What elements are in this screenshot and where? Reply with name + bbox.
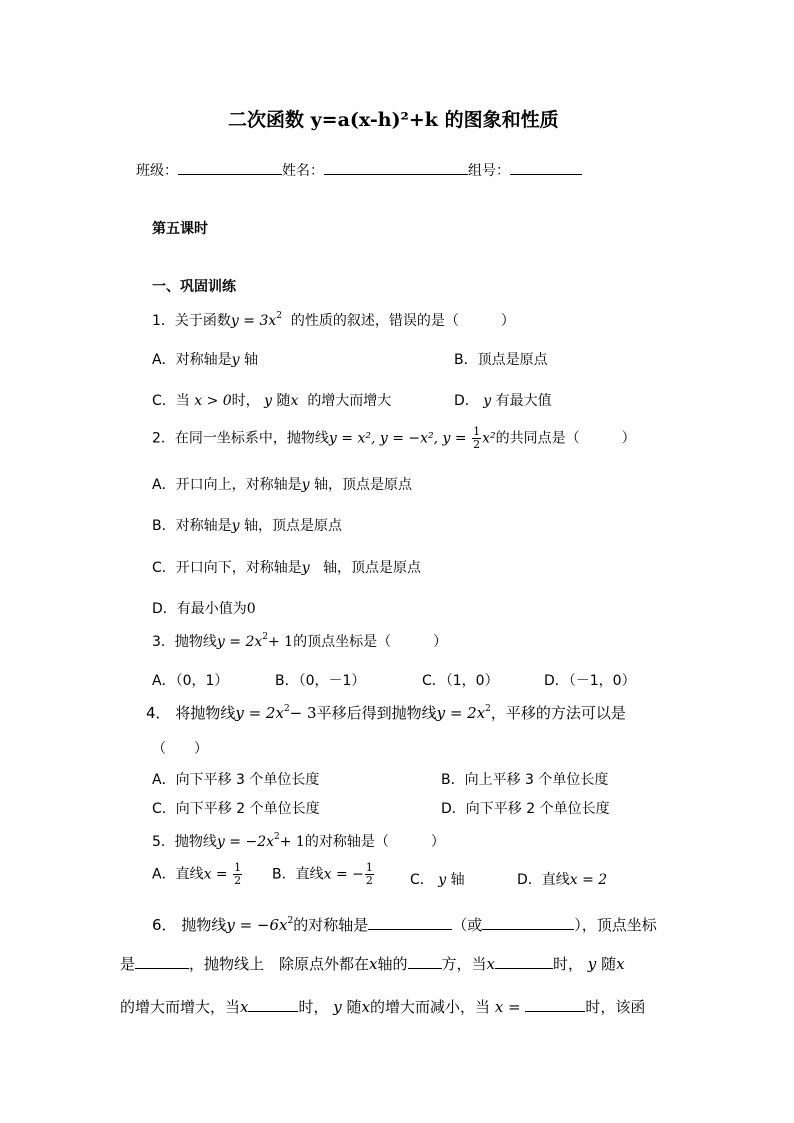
option-label: A． [152,477,176,493]
option-text: 轴 [450,872,465,888]
question-text: 的对称轴是（ ） [304,834,445,850]
q5-option-d[interactable] [517,869,607,889]
exponent: 2 [287,916,294,926]
question-text: 是 [120,955,136,973]
question-1 [152,310,515,330]
q4-option-b[interactable]: B．向上平移 3 个单位长度 [441,772,609,788]
fraction: $\frac{1}{2}$ [473,425,481,451]
answer-blank[interactable] [368,915,452,930]
option-text: 轴，顶点是原点 [323,560,422,576]
option-text: 有最小值为 [176,601,247,617]
formula: y = 2x [436,704,486,722]
formula: x = 2 [569,872,608,888]
q4-option-c[interactable]: C．向下平移 2 个单位长度 [152,801,320,817]
formula: x = [494,998,521,1016]
answer-blank[interactable] [408,954,442,969]
formula: y = −2x [216,834,274,850]
exponent: 2 [262,632,268,642]
group-field[interactable] [510,160,582,175]
answer-blank[interactable] [495,954,553,969]
option-label: B． [454,352,478,368]
class-field[interactable] [178,160,282,175]
section-heading: 一、巩固训练 [152,279,236,295]
option-text: 开口向下，对称轴是 [175,560,302,576]
option-label: A．直线 [152,866,204,883]
q4-option-d[interactable]: D．向下平移 2 个单位长度 [441,801,610,817]
variable: y [483,393,492,409]
question-text: 的性质的叙述，错误的是（ ） [290,313,515,329]
class-label: 班级： [136,163,178,179]
name-label: 姓名： [282,163,324,179]
q1-option-d[interactable] [454,390,552,410]
option-label: B．直线 [272,866,324,883]
question-text: （或 [452,916,483,934]
q2-option-c[interactable] [152,557,421,577]
q3-option-a[interactable]: A．（0，1） [152,673,229,689]
q2-option-a[interactable] [152,474,412,494]
question-text: 抛物线 [174,834,217,850]
exponent: 2 [276,311,282,321]
option-label: C． [152,560,176,576]
question-text: 随 [346,998,362,1016]
option-label: D．直线 [517,872,570,888]
question-text: 的对称轴是 [293,916,369,934]
formula: x² [482,430,496,447]
q2-option-d[interactable] [152,598,256,618]
question-text: 方，当 [441,955,487,973]
option-text: 有最大值 [495,393,552,409]
formula: x = − [323,866,364,883]
question-text: 关于函数 [174,313,231,329]
question-text: 将抛物线 [175,704,236,722]
q5-option-b[interactable] [272,862,375,887]
answer-blank[interactable] [482,915,574,930]
question-number: 4． [146,704,171,722]
question-text: 时， [553,955,584,973]
question-number: 1． [152,313,175,329]
question-number: 5． [152,834,175,850]
variable: x [369,955,378,973]
condition: x > 0 [194,393,232,409]
page-title: 二次函数 y=a(x-h)²+k 的图象和性质 [228,109,559,131]
variable: y [264,393,273,409]
question-text: 的增大而增大，当 [120,998,241,1016]
exponent: 2 [485,704,491,714]
question-text: 抛物线 [181,916,227,934]
question-2 [152,426,636,451]
question-4 [146,702,626,723]
name-field[interactable] [324,160,468,175]
formula: y = 2x [216,634,263,650]
option-text: 对称轴是 [175,518,232,534]
fraction: $\frac{1}{2}$ [234,861,242,887]
formula: y = 2x [235,704,284,722]
question-text: ，抛物线上 除原点外都在 [189,955,370,973]
q5-option-a[interactable] [152,862,243,887]
option-label: D． [454,393,479,409]
variable: x [616,955,625,973]
question-text: 的共同点是（ ） [495,430,636,447]
variable: y [301,477,310,493]
option-text: 轴，顶点是原点 [243,518,342,534]
option-label: B． [152,518,176,534]
question-text: ），顶点坐标 [574,916,657,934]
variable: y [587,955,597,973]
question-text: 在同一坐标系中，抛物线 [174,430,329,447]
option-label: C． [410,872,434,888]
option-label: C． [152,393,176,409]
q1-option-a[interactable] [152,349,258,369]
exponent: 2 [274,832,280,842]
question-6-line-3 [120,996,645,1017]
option-text: 时， [231,393,260,409]
formula: + 1 [279,834,305,850]
variable: y [333,998,342,1016]
variable: y [231,518,240,534]
question-6-line-1 [152,914,657,935]
option-text: 对称轴是 [175,352,232,368]
question-text: 时，该函 [585,998,646,1016]
value: 0 [246,601,256,617]
variable: x [240,998,249,1016]
question-number: 3． [152,634,175,650]
q5-option-c[interactable] [410,869,465,889]
variable: x [290,393,299,409]
option-text: 开口向上，对称轴是 [175,477,302,493]
formula: y = x², y = −x², y = [328,430,472,447]
formula: y = 3x [230,313,277,329]
fraction: $\frac{1}{2}$ [365,861,373,887]
q1-option-b[interactable] [454,349,548,369]
answer-blank[interactable] [135,954,189,969]
variable: y [231,352,240,368]
question-text: 轴的 [377,955,408,973]
variable: x [361,998,371,1016]
question-number: 6． [152,916,177,934]
answer-paren: （ ） [152,741,208,757]
option-text: 当 [175,393,190,409]
variable: y [301,560,310,576]
variable: x [486,955,495,973]
question-text: 抛物线 [174,634,217,650]
question-3 [152,631,447,651]
variable: y [438,872,447,888]
q4-option-a[interactable]: A．向下平移 3 个单位长度 [152,772,320,788]
formula: + 1 [268,634,294,650]
question-text: 的增大而减小，当 [370,998,491,1016]
option-text: 顶点是原点 [477,352,548,368]
answer-blank[interactable] [248,997,298,1012]
group-label: 组号： [468,163,510,179]
question-text: 时， [298,998,329,1016]
answer-blank[interactable] [525,997,585,1012]
question-6-line-2 [120,953,625,974]
formula: y = −6x [226,916,288,934]
question-text: 随 [601,955,617,973]
option-label: D． [152,601,177,617]
option-text: 随 [276,393,291,409]
question-text: ，平移的方法可以是 [490,704,626,722]
q2-option-b[interactable] [152,515,342,535]
option-text: 的增大而增大 [307,393,392,409]
lesson-heading: 第五课时 [152,221,208,237]
header-line [136,160,582,180]
q3-option-c[interactable]: C．（1，0） [422,673,499,689]
q3-option-b[interactable]: B．（0，－1） [275,673,366,689]
option-text: 轴，顶点是原点 [313,477,412,493]
option-text: 轴 [243,352,258,368]
exponent: 2 [283,704,290,714]
question-text: 的顶点坐标是（ ） [293,634,448,650]
question-text: 平移后得到抛物线 [316,704,437,722]
q3-option-d[interactable]: D．（－1，0） [544,673,636,689]
q1-option-c[interactable] [152,390,391,410]
question-5 [152,831,445,851]
question-number: 2． [152,430,175,447]
formula: x = [203,866,233,883]
option-label: A． [152,352,176,368]
formula: − 3 [289,704,317,722]
